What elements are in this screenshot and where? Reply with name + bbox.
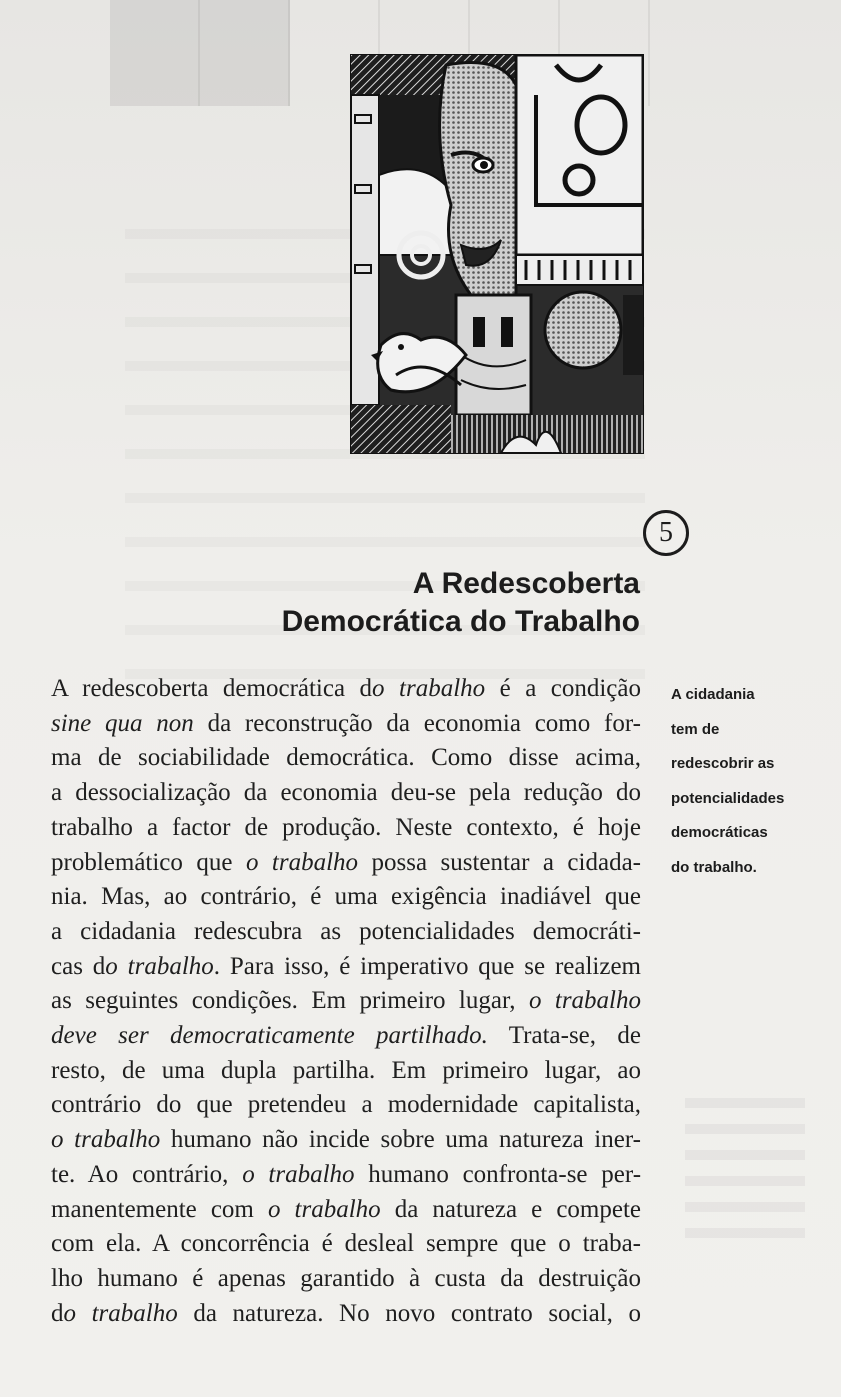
body-line: sine qua non da reconstrução da economia como for- (51, 709, 641, 737)
margin-note-line: do trabalho. (671, 858, 757, 876)
body-line: manentemente com o trabalho da natureza e compete (51, 1195, 642, 1223)
italic-phrase: deve ser democraticamente partilhado. (51, 1022, 488, 1050)
italic-phrase: o trabalho (242, 1160, 355, 1188)
body-line: te. Ao contrário, o trabalho humano confronta-se per- (51, 1160, 642, 1188)
pop-art-illustration (350, 54, 644, 454)
body-line: A redescoberta democrática do trabalho é a condição (51, 675, 642, 702)
margin-note (671, 678, 821, 885)
body-line: ma de sociabilidade democrática. Como disse acima, (51, 744, 641, 772)
body-line: cas do trabalho. Para isso, é imperativo que se realizem (51, 952, 641, 980)
margin-note-line: democráticas (671, 824, 768, 841)
body-line: lho humano é apenas garantido à custa da destruição (51, 1264, 641, 1292)
body-line: resto, de uma dupla partilha. Em primeiro lugar, ao (51, 1056, 641, 1084)
chapter-number-badge: 5 (643, 510, 689, 556)
italic-phrase: o trabalho (267, 1195, 381, 1223)
body-line: problemático que o trabalho possa sustentar a cidada- (51, 848, 641, 876)
italic-phrase: o trabalho (372, 675, 486, 702)
italic-phrase: o trabalho (105, 952, 214, 980)
italic-phrase: o trabalho (51, 1126, 161, 1154)
margin-note-line: A cidadania (671, 686, 755, 703)
margin-note-line: redescobrir as (671, 755, 775, 772)
body-paragraph (51, 672, 641, 1331)
body-line: contrário do que pretendeu a modernidade capitalista, (51, 1091, 641, 1119)
italic-phrase: sine qua non (51, 709, 194, 737)
body-line: com ela. A concorrência é desleal sempre que o traba- (51, 1230, 641, 1258)
section-title-line-2: Democrática do Trabalho (281, 605, 640, 638)
italic-phrase: o trabalho (528, 987, 642, 1015)
body-line: do trabalho da natureza. No novo contrato social, o (51, 1299, 642, 1327)
show-through-margin-note (685, 1082, 805, 1254)
italic-phrase: o trabalho (63, 1299, 178, 1327)
section-title (200, 565, 640, 641)
body-line: trabalho a factor de produção. Neste contexto, é hoje (51, 813, 641, 841)
body-line: deve ser democraticamente partilhado. Trata-se, de (51, 1022, 641, 1050)
section-title-line-1: A Redescoberta (412, 567, 640, 600)
body-line: a dessocialização da economia deu-se pela redução do (51, 779, 641, 807)
body-line: o trabalho humano não incide sobre uma natureza iner- (51, 1126, 641, 1154)
italic-phrase: o trabalho (245, 848, 359, 876)
body-line: a cidadania redescubra as potencialidades democráti- (51, 917, 641, 945)
body-line: nia. Mas, ao contrário, é uma exigência inadiável que (51, 883, 641, 911)
margin-note-line: potencialidades (671, 789, 785, 807)
margin-note-line: tem de (671, 720, 720, 738)
body-line: as seguintes condições. Em primeiro lugar, o trabalho (51, 987, 642, 1015)
